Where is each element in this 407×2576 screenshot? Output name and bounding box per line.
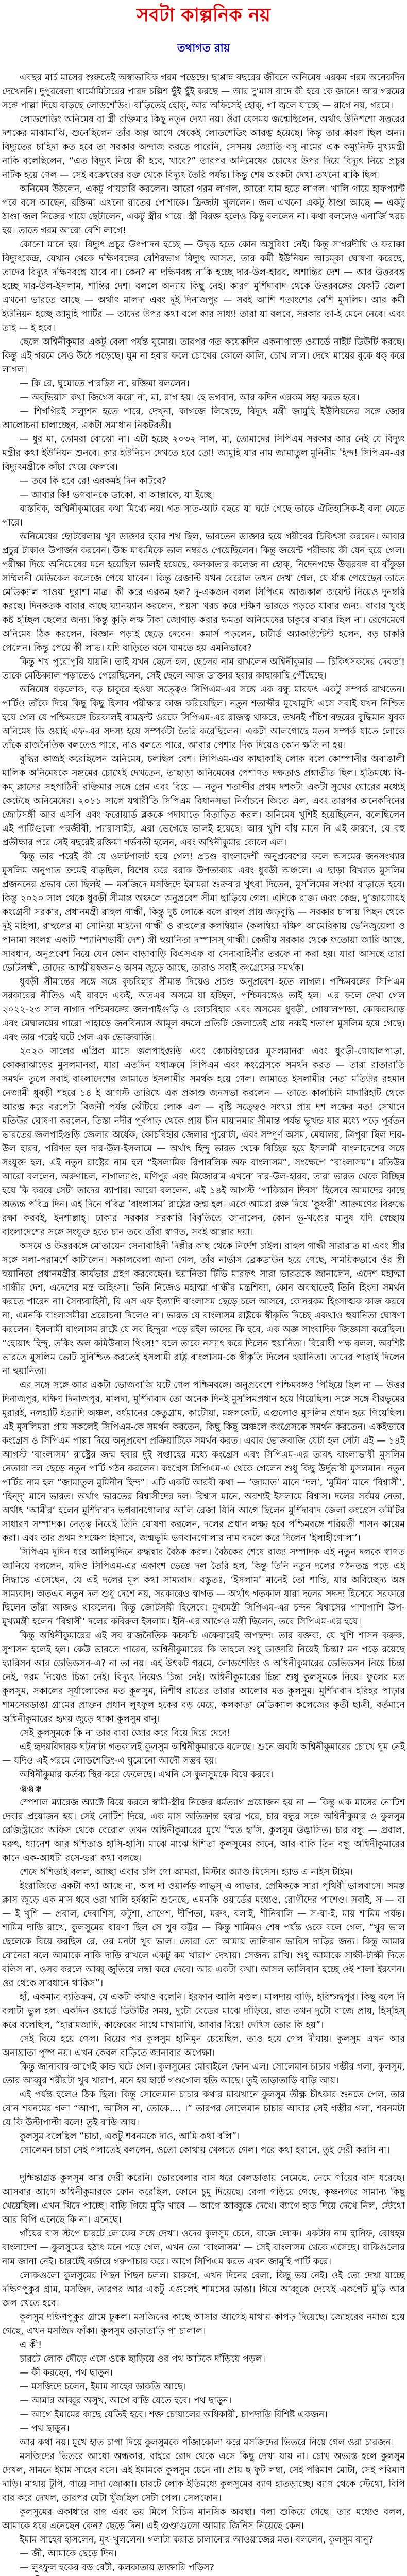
story-title: সবটা কাল্পনিক নয় [137, 5, 270, 26]
story-page [0, 4, 407, 2576]
paragraph: কুলসুমের একাধারে রাগ এবং ভয় মিলে বিচিত্র মানসিক অবস্থা। গলা শুকিয়ে গেছে। তার মধ্যেও বলল, আমাকে ধরে এনেছেন কেন? ছেড়ে দিন। এই গুণ্ডাগুলো আমার জিনিস নিয়েছে কেন। [2, 2507, 405, 2532]
paragraph: ইংরাজিতে একটা কথা আছে না, অল দা ওয়ার্লড লাভ্স্ এ লাভার, প্রেমিককে সারা পৃথিবী ভালবাসে। সমস্ত ক্লাস জুড়ে এক মাস ধরে ওরা খালি হর্ষধ্বনি শুনেছে, এমনকি ওয়ার্ডের মধ্যেও, রোগীদের পাশেও। সবাই, স — বা — ই খুশি — প্রবাল, দেবাশিস, কটুশা, প্রাণেশ, দীপিতা, মরুৎ, বলাই, শীনিবালি — স-বা-ই, মায় শামিম পর্যন্ত। শামিম দাড়ি রাখে, কুলসুমের ধারণা ছিল সে খুব কট্টর — কিন্তু শামিমও শেষ পর্যন্ত ওকে বলে গেল, “খুব ভাল ছেলেকে বিয়ে করছিস রে, ওর মনটা খুব ভাল। তোরা তো আমায় তালিবান ভাবিস দাড়ির জন্য। কিন্তু আমার বোনেরা বলে আমাকে নাকি দাড়ি রাখলে একটু কম খারাপ দেখায়। সেজন্য রাখি। শুধু আমাকে সাক্ষী-টাক্ষী দিতে বলিস না, ওসব করলে আব্বু জুতিয়ে লম্বা করে দেবে। আর একটা কথা। আসল তালিবান হচ্ছে ওই শালা ইরফান। ওর থেকে সাবধানে থাকিস”। [2, 1881, 405, 1989]
paragraph-gap [2, 2158, 405, 2172]
paragraph: — তবে কি হবে রে! এরকমই দিন কাটবে? [20, 476, 166, 487]
paragraph: — কী করছেন, পথ ছাড়ুন। [20, 2368, 113, 2379]
story-author: তথাগত রায় [177, 42, 230, 55]
paragraph: সেই বিয়ে হয়ে গেল। বিয়ের পর কুলসুম হানিমুন চেয়েছিল, তাও হয়ে গেল দীঘায়। কুলসুম এখন আর অনাঘ্রাতা পুষ্প নয়। এখন কেবল বাড়িতে জানাবার অপেক্ষা। [2, 2034, 405, 2059]
paragraph: এর সঙ্গে সঙ্গে আর একটা ভোজবাজি ঘটে গেল পশ্চিমবঙ্গে। অনুপ্রবেশে পশ্চিমবঙ্গও পিছিয়ে ছিল না — উত্তর দিনাজপুর, দক্ষিণ দিনাজপুর, মালদা, মুর্শিদাবাদ তো অনেক দিনই মুসলিমপ্রধান হয়ে গিয়েছিল। সঙ্গে সঙ্গে বীরভূমের মুরারই, নলহাটি ইত্যাদি অঞ্চল, বর্ধমানের কেতুগ্রাম, কাটোয়া, মঙ্গলকোট, এগুলোও মুসলিম প্রধান হয়ে গিয়েছিল। এই মুসলিমরা প্রায় সকলেই সিপিএম-কে সমর্থন করতেন, কিছু কিছু অঞ্চলে কংগ্রেসকে সমর্থন করতেন। একইভাবে কংগ্রেস ও সিপিএম পাল্লা দিয়ে অনুপ্রবেশ প্রক্রিয়াটিকে সমর্থন করত। এবার ভোজবাজি যেটা হল সেটা এই — ১৪ই আগস্ট ‘বাংলাসম’ রাষ্ট্রের জন্ম হবার দুই সপ্তাহের মধ্যে কংগ্রেস এবং সিপিএম-এর তাবৎ বাংলাভাষী মুসলিম নেতারা দল ছেড়ে নতুন পার্টি গঠন করলেন। কংগ্রেস সিপিএম-এ থেকে গেলেন শুধু কিছু উর্দুভাষী মুসলমান। নতুন পার্টির নাম হল “জামাতুল মুমিনীন হিন্দ”। এটি একটি আরবী কথা — ‘জামাত’ মানে ‘দল’, ‘মুমিন’ মানে ‘বিশ্বাসী’, ‘হিন্দ্’ মানে ভারত। অর্থাৎ ভারতের বিশ্বাসীদের দল। বিশ্বাস মানে, অবশ্যই ইসলামে বিশ্বাস। দলের সর্বময় নেতা, অর্থাৎ ‘আমীর’ হলেন মুর্শিদাবাদ ভগবানগোলার আলি রেজা যিনি আগে ছিলেন মুর্শিদাবাদ জেলা কংগ্রেস কমিটির সাধারণ সম্পাদক। নেতৃত্ব নিয়েই তিনি ঘোষণা করলেন, দলের প্রধান লক্ষ্য হবে পশ্চিমবঙ্গে শরিয়তী শাসন কায়েম করা। এবং তার প্রথম পদক্ষেপ হিসাবে, জন্মভূমি ভগবানগোলার নাম বদলে করে দিলেন ‘ইলাহীগোলা’। [2, 1380, 405, 1544]
paragraph [2, 2575, 405, 2576]
paragraph: ধুবড়ী সীমান্তের সঙ্গে সঙ্গে কুচবিহার সীমান্ত দিয়েও প্রচণ্ড অনুপ্রবেশ হতে লাগল। পশ্চিমবঙ্গের সিপিএম সরকারের নীতিও এই বাবদে একই, অতএব অসমে যা হচ্ছিল, পশ্চিমবঙ্গেও তাই হল। এর ফলে দেখা গেল ২০২২-২৩ সাল নাগাদ পশ্চিমবঙ্গের জলপাইগুড়ি ও কোচবিহার এবং অসমের ধুবড়ী, গোয়ালপাড়া, কোকরাঝাড় এবং মেঘালয়ের গারো পাহাড়ে জনবিন্যাস আমূল বদলে প্রতিটি জেলাতেই প্রায় নব্বই শতাংশ মুসলিম হয়ে গেছে। এবং তার পরেই ঘটে গেল এক ভোজবাজি। [2, 977, 405, 1043]
paragraph: এ কী! [20, 2340, 42, 2351]
paragraph: গাঁয়ের বাস স্টপে চারটে লোকের সঙ্গে দেখা। ওদের কুলসুম চেনে, বাজে লোক। একটার নাম হানিফ, বোধহয় বাংলাদেশ — কুলসুমের হঠাৎ মনে পড়ে গেল, এখন তো ‘বাংলাসম’ — সেই বাংলাসম থেকে এসেছে। বাকিগুলোর নাম জানা নেই। চারটেই বর্ডারে গরুপাচার করে। আগে সিপিএম করত এখন জামুহি পার্টি করে। [2, 2229, 405, 2267]
paragraph: — পথ ছাড়ুন। [20, 2424, 70, 2434]
paragraph: ছেলে অশ্বিনীকুমার একটু বেলা পর্যন্ত ঘুমোয়। তারপর গত কয়েকদিন একনাগাড়ে ওয়ার্ডে নাইট ডিউটি করছে। কিন্তু এই গরমে সেও উঠে পড়েছে। ঘুম না হবার ফলে চোখের কোলে কালি, চোখ লাল। দেখে মায়ের বুকে ধক্ করে লাগল। [2, 337, 405, 376]
paragraph: — ধুর মা, তোমরা বোঝো না। এটা হচ্ছে ২০৩২ সাল, মা, তোমাদের সিপিএম সরকার আর নেই যে বিদ্যুৎ মন্ত্রীর কথা ইউনিয়ন শুনবে। কার ইউনিয়ন দেখতে হবে তো! জামুহি যার নাম জামাতুল মুনিনীম হিন্দ! সিপিএম-এর বিদ্যুৎমন্ত্রীকে কাঁচা খেয়ে ফেলবে। [2, 434, 405, 473]
paragraph: — জী, আমাকে ছেড়ে দিন। [20, 2549, 117, 2560]
paragraph: বাস্তবিক, অশ্বিনীকুমারের কথা মিথ্যে নয়। গত সাত-আট বছরে যা ঘটে গেছে তাকে ঐতিহাসিক-ই বলা যেতে পারে। [2, 504, 405, 529]
paragraph: লোকগুলো কুলসুমের পিছন পিছন চলল। যাকগে, এখন দিনের বেলা, কিছু ভয় নেই। ওই তো দেখা যাচ্ছে দক্ষিণপুকুর গ্রাম, মসজিদ, তারপর আর একটু এগুলেই শামসের ডাঙা। গিয়ে আব্বুকে দেখেই একপেট মুড়ি আর জল খেতে হবে। [2, 2270, 405, 2309]
paragraph: — আমার আব্বুর অসুখ, আগে বাড়ি যেতে হবে। পথ ছাড়ুন। [20, 2396, 232, 2406]
paragraph: অসমে ও উত্তরবঙ্গে মোতায়েন সেনাবাহিনী দিল্লীর কাছ থেকে নির্দেশ চাইল। রাহুল গান্ধী সারারাত মা এবং স্ত্রীর সঙ্গে সলা-পরামর্শে কাটালেন। সকালবেলা জানা গেল, তাঁর নার্ভাস ব্রেকডাউন হয়ে গেছে, সাময়িকভাবে ওঁর স্ত্রী হুয়ানিতা প্রধানমন্ত্রীর কার্যভার গ্রহণ করবেছেন। হুয়ানিতা টিভি মারফৎ সারা ভারতকে জানালেন, এদেশ মহাত্মা গান্ধীর দেশ, এদেশের মন্ত্র অহিংসা। তিনি নিজেও মহাত্মা গান্ধীর মন্ত্রশিষ্যা, কোন অবস্থাতেই তিনি হিংসা সমর্থন করতে পারেন না। সৈন্যবাহিনী, বি এস এফ ইত্যাদি বাংলাসম ছেড়ে চলে আসবে, কোনরকম হিংসাত্মক কাজ করবে না, এমনকি বাংলাসমীরা প্ররোচনা দিলেও না। ভারত যে বাংলাসম রাষ্ট্রকে স্বীকৃতি দিচ্ছে একথাও হুয়ানিতা ঘোষণা করলেন। ইসলামী বাংলাসম রাষ্ট্রে যে সব হিন্দুরা পড়ে রইল তাদের কি হবে, এক অজ্ঞ সাংবাদিক জিজ্ঞাসা করেছিল। “হোয়াৎ হিন্দু, তকিং অল কমিউনাল থিংস!” বলে তাকে নস্যাৎ করে দিলেন হুয়ানিতা। বিরোধী পক্ষ বলল, অবশিষ্ট ভারতে মুসলিম ভোট সুনিশ্চিত করতেই ইসলামী রাষ্ট্র বাংলাসম-কে স্বীকৃতি দিলেন হুয়ানিতা। তাদের পাত্তাই দিলেন না হুয়ানিতা। [2, 1241, 405, 1377]
paragraph: শেষে ঈশিতাই বলল, আচ্ছা এবার চলি গো আমরা, মিস্টার অ্যাণ্ড মিসেস। হ্যাভ এ নাইস টাইম। [20, 1867, 353, 1878]
paragraph: — আবার কি! ভগবানকে ডাকো, বা আল্লাকে, যা ইচ্ছে। [20, 490, 215, 501]
paragraph: কুলসুম দক্ষিণপুকুর গ্রামে ঢুকল। মসজিদের কাছে আসার আগেই মাথায় কাপড় দিয়েছে। জোহরের নমাজ হয়ে গেছে, এখন মসজিদ ফাঁকা। কুলসুম তাড়াতাড়ি পা চালাল। [2, 2312, 405, 2337]
paragraph: এই হৃদয়বিদারক ঘটনাটা গতকালই কুলসুম অশ্বিনীকুমারকে বলেছে। শুনে অবধি অশ্বিনীকুমারের চোখে ঘুম নেই — যদিও এই গরমে লোডশেডিং-এ ঘুমোনো আদৌ সম্ভব হয়। [2, 1742, 405, 1767]
paragraph: অনিমেষের ছোটবেলায় খুব ডাক্তার হবার শখ ছিল, ভাবতেন ডাক্তার হয়ে গরীবের চিকিৎসা করবেন। আবার প্রচুর টাকাও উপার্জন করবেন। উচ্চ মাধ্যমিকে ভাল নম্বরও পেয়েছিলেন। কিন্তু জয়েন্ট পরীক্ষায় কী যেন হয়ে গেল। পরীক্ষা দিয়ে অনিমেষের মনে হয়েছিল ভালই হয়েছে, কলকাতার কলেজ না হোক্, নিদেনপক্ষে উত্তরবঙ্গ বা বাঁকুড়া সম্মিলনী মেডিকেল কলেজে পেয়ে যাবেন। কিন্তু রেজাল্ট যখন বেরোল তখন দেখা গেল, যে র্যাঙ্ক পেয়েছেন তাতে মেডিক্যাল পাওয়া দুরাশা মাত্র। কী করে এরকম হল? দু-একজন বলল সিপিএম আজকাল জয়েন্ট নিয়েও দুনম্বরি করছে। দিনকতক বাবার কাছে ঘ্যানঘ্যান করলেন, পয়সা খরচ করে দক্ষিণ ভারতে পড়তে যাবার জন্য। বাবার খুবই কষ্ট হচ্ছিল ছেলের জন্য। কিন্তু কুড়ি লক্ষ টাকা জোগাড় করার ক্ষমতা অনিমেষের চাকুরে বাবার ছিল না। রেগেমেগে অনিমেষ ঠিক করলেন, বিজ্ঞান পড়াই ছেড়ে দেবেন। কমার্স পড়লেন, চার্টার্ড অ্যাকাউন্টেন্ট হলেন, বড় চাকরি পেলেন। কিন্তু পেয়ে কী লাভ। যদি বাড়িতে বসে ঘামতে হয় এমনিভাবে? [2, 532, 405, 654]
paragraph: স্পেশাল ম্যারেজ অ্যাক্টে বিয়ে করলে স্বামী-স্ত্রীর নিজের ধর্মত্যাগ প্রয়োজন হয় না — কিন্তু এক মাসের নোটিশ দেবার প্রয়োজন হয়। সেই নোটিশ দিয়ে, এক মাস অতিক্রান্ত হবার পরে, চার বন্ধুর সঙ্গে অশ্বিনীকুমার ও কুলসুম রেজিস্ট্রারের অফিস থেকে বেরোল তখন অশ্বিনীকুমারের মুখে স্মিত হাসি, কুলসুম উদ্ভাসিত। চার বন্ধু — প্রবাল, মরুৎ, ধ্যানেশ আর ঈশিতাও হাসি-হাসি। মাঝে মাঝে ঈশিতা কুলসুমের কানে, আর বাকি তিন বন্ধু অশ্বিনীকুমারের কানে এক-আধটা রসে-ভরা কথা বলছে। [2, 1798, 405, 1864]
paragraph: — আগে ইমামের কাছে যেতিই হবে। শক্ত চোয়ালের অধিকারী, চাপদাড়ি বিশিষ্ট একজন। [20, 2410, 328, 2420]
paragraph: — মসজিদে চলেন, ইমাম সাহেব ডাকতি আছে। [20, 2382, 186, 2393]
paragraph: সেই কুলসুমকে কি না তার বাবা জোর করে বিয়ে দিয়ে দেবে! [20, 1728, 231, 1739]
paragraph: কিন্তু তার পরেই কী যে ওলটপালট হয়ে গেল! প্রচণ্ড বাংলাদেশী অনুপ্রবেশের ফলে অসমের জনসংখ্যার মুসলিম অনুপাত ক্রমেই বাড়ছিল, বিশেষ করে বরাক উপত্যকায় এবং ধুবড়ী অঞ্চলে। এ ছাড়া বিখ্যাত মুসলিম প্রজননের প্রভাব তো ছিলই — মসজিদে মসজিদে ইমামরা শুক্রবার খুৎবা দিতেন, মুসলিমের সংখ্যা বাড়াতে হবে। কিন্তু ২০২০ সাল থেকে ধুবড়ী সীমান্ত অঞ্চলে অনুপ্রবেশ সীমা ছাড়িয়ে গেল। এদিকে রাজ্য এবং কেন্দ্র, দু’জায়গায়ই কংগ্রেসী সরকার, প্রধানমন্ত্রী রাহুল গান্ধী, কিন্তু দুষ্ট লোকে বলে রাহুল প্রায় জড়বুদ্ধি — সরকার চালায় পিছন থেকে দুই মহিলা, রাহুলের মা সোনিয়া মাইনো গান্ধী ও রাহুলের কলম্বিয়ান (কলম্বিয়া দক্ষিণ আমেরিকায় ভেনিজুয়েলা ও পানামা সংলগ্ন একটি স্প্যানিশভাষী দেশ) স্ত্রী হুয়ানিতা দস্পাসস্ গান্ধী। কেন্দ্রীয় সরকার থেকে ফতোয়া জারি আছে, সাবধান, অনুপ্রবেশ নিয়ে যেন কোন বাড়াবাড়ি বিএসএফ বা সেনাবাহিনীর তরফে না করা হয়। যারা আসছে তারা ভোটলক্ষ্মী, তাদের আত্মীয়স্বজনও অসম জুড়ে আছে, তারাও সবাই কংগ্রেসের সমর্থক। [2, 852, 405, 974]
paragraph: কুলসুম বলেছিল “চাচা, একটু শবনমকে দাও, আমি কথা বলি”। [20, 2131, 240, 2142]
paragraph: — অব্‌ভিয়াস কথা জিগেস করো না, মা, রাগ হয়। হে ভগবান, আর কদিন এরকম সহ্য করত হবে। [20, 393, 360, 403]
paragraph: সোলেমন চাচা সেই গলাতেই বললেন, ওতো কোথায় খেলতে গেল। পরে কথা হবানে, তুই দেরী করসি না। [20, 2145, 390, 2156]
paragraph: সিপিএম দুদিন ধরে আলিমুদ্দিনে রুদ্ধদ্বার বৈঠক করল। বৈঠকের শেষে রাজ্য সম্পাদক এই নতুন দলকে স্বাগত জানিয়ে বললেন, যদিও সিপিএম-এর একাংশ ভেঙে দল তৈরি হল, কিন্তু তিনি নতুন দলের গঠনতন্ত্র পড়ে এই সিদ্ধান্তে এসেছেন, যে এই দলের মূল কথা সাম্যবাদ। বস্তুতঃ, ‘ইসলাম’ মানেই তো শান্তি, যার অবিচ্ছেদ্য অঙ্গ সাম্যবাদ। অতএব নতুন দল শুধু দেশে নয়, সরকারেও স্বাগত — অর্থাৎ গতকাল যারা দলের সদস্য হিসেবে সরকারে ছিলেন তাঁরা আজও থাকলেন। কিন্তু জোটসঙ্গী হিসেবে। মুখ্যমন্ত্রী সিপিএম-এর চন্দন বিশ্বাসের পাশাপাশি উপ-মুখ্যমন্ত্রী হলেন ‘বিশ্বাসী’ দলের কবিরুল ইসলাম। ইনি-এর আগেও মন্ত্রী ছিলেন, তবে সিপিএম-এর হয়ে। [2, 1547, 405, 1628]
paragraph: হাঁ, একমাত্র ব্যতিক্রম, যে একটা কথাও বলেনি। ইরফান আলি মণ্ডল। মালদায় বাড়ি, হরিশ্চন্দ্রপুর। কিছু বলে নি বলাটা ভুল হল। একদিন ওয়ার্ডে ডিউটির সময়, দুটো বেডের মাঝে দাঁড়িয়ে, রাত তখন দুটো বাজে প্রায়, হিস্‌হিস্ করে বলেছিল, “হারামজাদি, কাফেরের সাথে মাখামাখি, আবার বিয়ে! দেখিস তোর কি হয়”। [2, 1992, 405, 2031]
paragraph: কিন্তু জানাবার আগেই কান্ড ঘটে গেল। কুলসুমের মোবাইলে ফোন এল। সোলেমান চাচার গম্ভীর গলা, কুলসুম, তোর আব্বুর শরীরটা খুব খারাপ, মনে হয় হার্টে গণ্ডগোল হতি আছে। তুই তাড়াতাড়ি বাড়ি আয়। [2, 2062, 405, 2087]
paragraph: দুশ্চিন্তাগ্রস্ত কুলসুম আর দেরী করেনি। ভোরবেলার বাস ধরে বেলডাঙায় নেমেছে, নেমে গাঁয়ের বাস ধরেছে। আসবার আগে অশ্বিনীকুমারকে ফোন করেছিল, ফোনে চুমু দিয়েছে। বেলা গড়িয়ে গেছে, কৃষ্ণনগরে সামান্য কিছু খেয়েছিল। এখন খিদে পাচ্ছে। বাড়ি গিয়ে মুড়ি খাবে — আগে আব্বুকে দেখে। ব্যাগে হাত দিয়ে দেখে নিল, স্টেথো আর বিপি এনেছে কি না। এনেছে। [2, 2173, 405, 2226]
paragraph: ২০২৩ সালের এপ্রিল মাসে জলপাইগুড়ি এবং কোচবিহারের মুসলমানরা এবং ধুবড়ী-গোয়ালপাড়া, কোকরাঝাড়ের মুসলমানরা, যারা এতদিন যথাক্রমে সিপিএম এবং কংগ্রেসকে সমর্থন করত — তারা রাতারাতি সমর্থন তুলে সবাই বাংলাদেশের জামাতে ইসলামীর সমর্থক হয়ে গেল। জামাতে ইসলামীর নেতা মতিউর রহমান নেজামী ধুবড়ী শহরে ১৪ ই আগস্ট তারিখে এক প্রকাণ্ড জনসভা করলেন — তাতে কালচিনি মাদারিহাট থেকে আরম্ভ করে বরপেটা বিজনী পর্যন্ত ঝেঁটিয়ে লোক এল — বৃষ্টি সত্ত্বেও সংখ্যা প্রায় দশ লক্ষের মত! সেখানে মতিউর ঘোষণা করলেন, তিস্তা নদীর পূর্বপাড় থেকে প্রায় চীন মায়ানমার সীমান্ত পর্যন্ত ভূখন্ড যার মধ্যে পড়ে পূর্বতন ভারতের জলপাইগুড়ি জেলার অর্ধেক, কোচবিহার জেলার পুরোটা, এবং সম্পূর্ণ অসম, মেঘালয়, ত্রিপুরা ছিল দার-উল হারব, পরিণত হল দার-উল-ইসলামে — অর্থাৎ হিন্দু ভারত থেকে বিচ্ছিন্ন হয়ে ইসলামী বাংলাদেশের সঙ্গে সংযুক্ত হল, এই নতুন রাষ্ট্রের নাম হল “ইসলামিক রিপাবলিক অফ বাংলাসম”, সংক্ষেপে “বাংলাসম”। মতিউর আরো বললেন, অরুণাচল, নাগাল্যাণ্ড, মণিপুর এবং মিজোরাম এখনো দার-উল-হারব, তারা ভারত থেকে বিচ্ছিন্ন হয়ে কি করবে সেটা তাদের ব্যাপার। আরো বললেন, এই ১৪ই আগস্ট ‘পাকিস্তান দিবস’ হিসেবে আমাদের কাছে অত্যন্ত পবিত্র দিন। এই দিনে পবিত্র ‘বাংলাসম’ রাষ্ট্রের জন্ম হল। একে আমরা রক্ত দিয়ে ‘কুফরী’ আক্রমণের বিরুদ্ধে রক্ষা করবই, ইনশাল্লাহ্। ঢাকার সরকার সরকারি বিবৃতিতে জানালেন, কোন ভূ-খণ্ডের মানুষ যদি স্বেচ্ছায় বাংলাদেশের সঙ্গে সংযুক্ত হতে চান তবে তাঁরা স্বাগত, সবই আল্লার দয়া। [2, 1046, 405, 1238]
paragraph: অনিমেষ উঠলেন, একটু পায়চারি করলেন। আরো গরম লাগল, আরো ঘাম হতে লাগল। খালি গায়ে হাফপ্যান্ট পরে বসে আছেন, রক্তিমা এখনো রাতের পোশাকে। ফ্রিজটা খুললেন। জল এখনো একটু ঠাণ্ডা আছে — একটু ঠাণ্ডা জল নিজের গায়ে ছেটালেন, একটু স্ত্রীর গায়ে। স্ত্রী বিরক্ত হলেও কিছু বললেন না। কথা বললেও এনার্জি খরচ হয়। তাতে গরম আরো বেশি লাগে! [2, 184, 405, 236]
paragraph: আর কথা নয়। মুখে হাত চাপা দিয়ে কুলসুমকে পাঁজাকোলা করে মসজিদের ভিতরে নিয়ে গেল ওরা চারজন। [20, 2437, 394, 2448]
paragraph: মসজিদের ভিতরে আধো অন্ধকার, বাইরে রোদ থেকে এসে কিছু দেখা যায় না। চোখ অভ্যস্ত হলে কুলসুম দেখল, সামনে ইমাম সাহেব বসে। এই ইমামকে কুলসুম চেনে না। প্রায় ছ ফুট লম্বা, সেই পরিমাণ মোটা, সেই পরিমাণ দাড়ি। মাথায় টুপি, গায়ে সাদা জোব্বা। চারটে লোক ইতিমধ্যে কুলসুমের ব্যাগ হাতড়াচ্ছে। ব্যাগ থেকে স্টেথো, বিপি বার করে দেখল, তারপর যেটা খুঁজছিল সেটা পেল। সেলফোন। [2, 2451, 405, 2504]
paragraph: বুদ্ধির কাজই করেছিলেন অনিমেষ, চলছিল বেশ। সিপিএম-এর কাছাকাছি লোক বলে কোম্পানীর অবাঙালী মালিক অনিমেষকে সম্ভ্রমের চোখেই দেখতেন, তাছাড়া অনিমেষের পেশাগত দক্ষতাও প্রশ্নাতীত ছিল। ইতিমধ্যে বি-কম্ ক্লাসের সহপাঠিনী রক্তিমার সঙ্গে প্রেম এবং বিয়ে — নতুন শতাব্দীর প্রথম দশকটা একটা সুখের ঘোরের মধ্যেই কেটেছে অনিমেষের। ২০১১ সালে যথারীতি সিপিএম বিধানসভা নির্বাচনে জিতে এল, এবং তারপর অনেকদিনের জোটসঙ্গী আর এসপি এবং ফরোয়ার্ড ব্লককে পদাঘাতে বিতাড়িত করল। অনিমেষ খুশিই হয়েছিলেন, বলেছিলেন এই পার্টিগুলো পরজীবী, প্যারাসাইট, এরা ভেগেছে ভালই হয়েছে। আর খুশি বাঁধ মানে নি এই কারণে, যে বহু প্রতীক্ষার পরে সেই বছরেই রক্তিমা গর্ভবতী হলেন, এবং অশ্বিনীকুমার কোলে এল। [2, 754, 405, 849]
paragraph: — শিগগিরই সল্যুশন হতে পারে, দেখ্‌না, কাগজে লিখেছে, বিদ্যুৎ মন্ত্রী জামুহি ইউনিয়নের সঙ্গে জোর আলোচনা চালাচ্ছেন, একটা সমাধান নিকটবর্তী। [2, 406, 405, 431]
section-divider: ঞ্ঝঞ্ঝঞ্ঝ [20, 1784, 42, 1794]
paragraph: লোডশেডিং অনিমেষ বা স্ত্রী রক্তিমার কিছু নতুন দেখা নয়। ওঁরা যেসময় জন্মেছিলেন, অর্থাৎ উনিশশো সত্তরের দশকের মাঝামাঝি, শুনেছিলেন তাঁর অল্প আগে থেকেই লোডশেডিং আরম্ভ হয়েছে। কিন্তু তার কারণ ছিল অন্য। বিদ্যুতের চাহিদা কত হবে তা সরকার অন্দাজ করতে পারেনি, সেসময় জ্যোতি বসু নামের এক কম্যুনিস্ট মুখ্যমন্ত্রী নাকি বলেছিলেন, “এত বিদ্যুৎ নিয়ে কী হবে, খাবে?” তারপর অনিমেষের চোখের উপর দিয়ে বিদ্যুৎ নিয়ে প্রচুর নাটক হয়ে গেল — সেই বক্রেশ্বরের রক্ত থেকে বিদ্যুৎ তৈরি পর্যন্ত। কিন্তু শেষ অংকটা দেখা তখনো বাকি ছিল। [2, 114, 405, 181]
paragraph: এই পর্যন্ত হলেও ঠিক ছিল। কিন্তু সোলেমান চাচার কথার মাঝখানে কুলসুম তীক্ষ্ণ চীৎকার শুনতে পেল, তার বোন শবনমের গলা “আপা, আসিস না, তোকে.... ।” তারপর সোলেমান চাচার আবার সেই গম্ভীর গলা, শবনমটা যে কি উল্টাপাল্টা বলে! তুই বাড়ি আয়। [2, 2090, 405, 2128]
paragraph: ইমাম সাহেব হাসলেন, মুখ খুললেন। গলাটা করাত চালানোর আওয়াজের মত। বললেন, কুলসুম বানু? [20, 2535, 374, 2546]
paragraph: কোনো মানে হয়। বিদ্যুৎ প্রচুর উৎপাদন হচ্ছে — উদ্বৃত্ত হতে কোন অসুবিধা নেই। কিন্তু সাগরদীঘি ও ফরাক্কা বিদ্যুৎকেন্দ্র, যেখান থেকে দক্ষিণবঙ্গের বেশিরভাগ বিদ্যুৎ আসত, তার কর্মী ইউনিয়ন আচম্কা ঘোষণা করেছে, তাদের বিদ্যুৎ দক্ষিণবঙ্গে যাবে না। কেন? না দক্ষিণবঙ্গ নাকি হচ্ছে দার-উল-হারব, অশান্তির দেশ — আর উত্তরবঙ্গ হচ্ছে দার-উল-ইসলাম, শান্তির দেশ। বললে অন্যায় কিছু নেই। কারণ মুর্শিদাবাদ থেকে উত্তরবঙ্গের যেকটি জেলা এখনো ভারতে আছে — অর্থাৎ মালদা এবং দুই দিনাজপুর — সবই আশি শতাংশের বেশি মুসলিম। আর কর্মী ইউনিয়ন হচ্ছে জামুহি পার্টির — তাদের উপর কথা বলে কার সাধ্য! তারা যা বলবে, সরকার তা-ই মেনে নেবে। এবং তাই — ই হবে। [2, 240, 405, 334]
paragraph: কিন্তু অশ্বিনীকুমারের এই সব রাজনৈতিক কচকচি একেবারেই অপছন্দ। তার বক্তব্য, যে খুশি শাসন করুক, সুশাসন হলেই হল। কেউ ভাবতে পারেন, অশ্বিনীকুমারের কি তাহলে শুধু ডাক্তারি নিয়েই চিন্তা? মন পড়ে রয়েছে হ্যারিসন আর ডেভিডসন-এ? না তা নয়। এই উৎকট গরমে, লোডশেডিং ও অশ্বিনীকুমারের ডেভিডসন নিয়ে চিন্তা নেই, গরম নিয়েও চিন্তা নেই। বিদ্যুৎ নিয়েও চিন্তা নেই। অশ্বিনীকুমারের চিন্তা শুধু কুলসুমকে নিয়ে। ফুলের মত কুলসুম, সকালের সূর্যালোকের মত কুলসুম, নিশীথ রাতের তারার আলোর মত কুলসুম। মুর্শিদাবাদ হরিহর পাড়ার শামসেরডাঙা গ্রামের প্রাক্তন প্রধান লুৎফুল হকের বড় মেয়ে, কলকাতা মেডিক্যাল কলেজের কৃতী ছাত্রী, বর্তমানে অশ্বিনীকুমারের হৃদয় জুড়ে থাকা কুলসুম বানু। [2, 1631, 405, 1725]
paragraph: অশ্বিনীকুমার কর্তব্য স্থির করে ফেলেছে। এখনি সে কুলসুমকে বিয়ে করবে। [20, 1770, 274, 1781]
paragraph: অনিমেষ বড়লোক, বড় চাকুরে হওয়া সত্ত্বেও সিপিএম-এর সঙ্গে এক বন্ধু মারফৎ একটু সম্পর্ক রাখতেন। পার্টিও তাঁকে দিয়ে কিছু কিছু হিসাব পরীক্ষার কাজ করিয়েছিল। নতুন শতাব্দীর মুখোমুখি এসে সবাই যখন নিশ্চিত হয়ে গেল যে পশ্চিমবঙ্গে চিরকালই বামফ্রন্ট ওরফে সিপিএম-এর রাজত্ব থাকবে, তখনই পঁচিশ বছরের বুদ্ধিমান যুবক অনিমেষ ডি ওয়াই এফ-এর সদস্য হয়ে সম্পর্কটা তৈরি করেছিলেন। একটা আলগোছে মতন সম্পর্ক যাতে লোকে তাঁকে রাজনৈতিক বলতেও পারে, নাও বলতে পারে, আবার পেশার দিক দিয়েও কোন ক্ষতি না হয়। [2, 685, 405, 751]
story-body [0, 71, 407, 2576]
paragraph: — কি রে, ঘুমোতে পারছিস না, রক্তিমা বললেন। [20, 379, 190, 389]
paragraph: চারটে লোক দৌড়ে এসে ওকে ছাড়িয়ে ওর পথ আটকে দাঁড়িয়ে পড়ল। [20, 2354, 265, 2365]
paragraph: — লুৎফুল হকের বড় বেটী, কলকাতায় ডাক্তারি পড়িস? [20, 2563, 214, 2573]
paragraph: এবছর মার্চ মাসের শুরুতেই অস্বাভাবিক গরম পড়েছে। ছাপ্পান্ন বছরের জীবনে অনিমেষ এরকম গরম অনেকদিন দেখেননি। দুপুরবেলা থার্মোমিটারের পারদ চল্লিশ ছুঁই ছুঁই করছে — আর দু’মাস বাদে কী হবে কে জানে! আর গরমের সঙ্গে পাল্লা দিয়ে বাড়ছে লোডশেডিং। বাড়িতেই হোক্, আর অফিসেই হোক্, গা জ্বলে যাচ্ছে — রাগে নয়, গরমে। [2, 73, 405, 111]
paragraph: কিন্তু শখ পুরোপুরি যায়নি। তাই যখন ছেলে হল, ছেলের নাম রাখলেন অশ্বিনীকুমার — চিকিৎসকদের দেবতা! তাকে মেডিক্যাল পড়াতেও পেরেছিলেন, সেই ছেলে আজ ডাক্তার হবার কাছাকাছি পৌঁছেছে। [2, 657, 405, 682]
